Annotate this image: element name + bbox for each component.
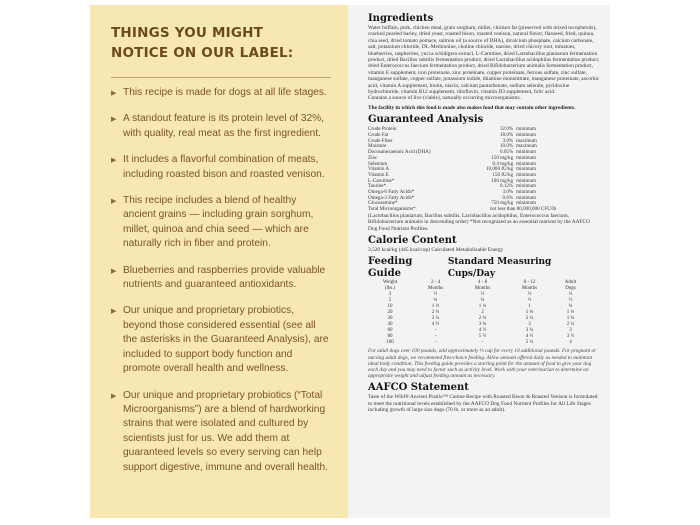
left-panel bbox=[90, 5, 348, 518]
ga-footnote: (Lactobacillus plantarum, Bacillus subtilis, Lactobacillus acidophilus, Enterococcus faecium, Bifidobacterium animalis in descending order) *Not recognized as an essential nutrient by the AAFCO Dog Food Nutrient Profiles. bbox=[368, 212, 591, 232]
feeding-header bbox=[368, 256, 600, 280]
calorie-title: Calorie Content bbox=[368, 235, 457, 247]
header-line: Months bbox=[521, 286, 538, 292]
header-line: Months bbox=[474, 286, 491, 292]
table-header-cell bbox=[459, 280, 506, 292]
aafco-title: AAFCO Statement bbox=[368, 382, 469, 394]
table-cell: 3.0% bbox=[502, 137, 514, 144]
table-cell: Vitamin A bbox=[368, 166, 390, 173]
table-cell: ¾ bbox=[480, 298, 485, 304]
table-cell: 0.6% bbox=[502, 194, 514, 201]
table-cell: minimum bbox=[516, 189, 536, 196]
header-line: (lbs.) bbox=[384, 286, 396, 292]
table-cell: minimum bbox=[516, 171, 536, 178]
table-cell: Vitamin E bbox=[368, 171, 389, 178]
contains-text: Contains a source of live (viable), naturally occurring microorganisms. bbox=[368, 95, 521, 102]
header-line: Dogs bbox=[565, 286, 576, 292]
table-cell: minimum bbox=[516, 183, 536, 190]
table-cell: 10 bbox=[387, 304, 393, 310]
table-cell: Crude Fat bbox=[368, 131, 389, 138]
header-line: Adult bbox=[564, 280, 577, 286]
table-cell: 2 ¾ bbox=[478, 316, 487, 322]
table-cell: - bbox=[481, 340, 484, 346]
table-cell: 5 ¼ bbox=[525, 340, 534, 346]
notice-text: Blueberries and raspberries provide valuable nutrients and guaranteed antioxidants. bbox=[123, 264, 326, 291]
table-cell: 100 mg/kg bbox=[491, 177, 514, 184]
notice-item bbox=[111, 112, 330, 141]
table-cell: Omega-6 Fatty Acids* bbox=[368, 189, 415, 196]
notice-text: Our unique and proprietary probiotics (“Total Microorganisms”) are a blend of hardworking strains that were isolated and cultured by scientists just for us. We add them at guaranteed levels so every serving can help support digestive, immune and overall health. bbox=[123, 389, 328, 473]
table-cell: 5 ½ bbox=[478, 334, 487, 340]
triangle-bullet-icon: ▶ bbox=[111, 116, 117, 124]
table-cell: minimum bbox=[516, 160, 536, 167]
table-cell: Moisture bbox=[368, 143, 387, 150]
table-cell: 1 ¾ bbox=[525, 310, 534, 316]
table-cell: 1 ⅓ bbox=[431, 304, 440, 310]
table-header-cell bbox=[506, 280, 553, 292]
ingredients-title: Ingredients bbox=[368, 13, 434, 24]
table-cell: minimum bbox=[516, 177, 536, 184]
table-cell: ½ bbox=[527, 298, 532, 304]
table-cell: 3 bbox=[569, 328, 572, 334]
table-header-row bbox=[368, 280, 588, 292]
notice-text: It includes a flavorful combination of meats, including roasted bison and roasted venison. bbox=[123, 154, 325, 180]
header-line: Months bbox=[427, 286, 444, 292]
table-cell: Total Microorganisms* bbox=[368, 206, 416, 213]
calorie-text: 3,520 kcal/kg (445 kcal/cup) Calculated Metabolizable Energy bbox=[368, 247, 504, 254]
title-divider bbox=[111, 77, 331, 78]
table-cell: 4 ½ bbox=[478, 328, 487, 334]
table-cell: Selenium bbox=[368, 160, 388, 167]
table-cell: minimum bbox=[516, 126, 536, 133]
notice-text: This recipe includes a blend of healthy ancient grains — including grain sorghum, millet, quinoa and chia seed — which are naturally rich in fiber and protein. bbox=[123, 195, 314, 250]
table-cell: ½ bbox=[480, 292, 485, 298]
triangle-bullet-icon: ▶ bbox=[111, 198, 117, 206]
facility-note: The facility in which this food is made also makes food that may contain other ingredients. bbox=[368, 104, 576, 111]
triangle-bullet-icon: ▶ bbox=[111, 90, 117, 97]
notice-item bbox=[111, 153, 330, 182]
table-cell: Glucosamine* bbox=[368, 200, 398, 207]
triangle-bullet-icon: ▶ bbox=[111, 392, 117, 400]
table-cell: 150 mg/kg bbox=[491, 154, 514, 161]
table-cell: 80 bbox=[387, 334, 393, 340]
table-cell: Zinc bbox=[368, 154, 378, 161]
header-line: Weight bbox=[382, 280, 398, 286]
table-cell: 1 ⅓ bbox=[566, 310, 575, 316]
feeding-note: For adult dogs over 100 pounds, add approximately ⅓ cup for every 10 additional pounds. For pregnant or nursing adult dogs, we recommend free-choice feeding. Allow amount offered daily as needed to maintain ideal body condition. This feeding guide provides a starting point for the amount of food to give your dog each day and you may need to factor such as activity level. Work with your veterinarian to determine an appropriate weight and adjust feeding amount as necessary. bbox=[368, 348, 597, 380]
table-cell: minimum bbox=[516, 154, 536, 161]
feeding-subtitle: Standard Measuring Cups/Day bbox=[447, 257, 552, 280]
table-cell: 4 ½ bbox=[525, 334, 534, 340]
table-cell: 20 bbox=[387, 310, 393, 316]
table-cell: 0.4 mg/kg bbox=[492, 160, 514, 167]
table-cell: 750 mg/kg bbox=[491, 200, 514, 207]
table-cell: 30 bbox=[387, 316, 393, 322]
header-line: 4 - 8 bbox=[477, 280, 488, 286]
page-title bbox=[111, 23, 330, 63]
header-line: 8 - 12 bbox=[523, 280, 536, 286]
table-cell: maximum bbox=[516, 137, 537, 144]
table-cell: ¾ bbox=[433, 298, 438, 304]
notice-item bbox=[111, 86, 330, 100]
table-row bbox=[368, 340, 588, 346]
guaranteed-analysis-table bbox=[368, 127, 559, 213]
notice-text: This recipe is made for dogs at all life stages. bbox=[123, 87, 327, 98]
table-cell: ¾ bbox=[568, 304, 573, 310]
table-cell: 10.0% bbox=[500, 143, 514, 150]
feeding-title: Feeding Guide bbox=[368, 256, 413, 280]
table-cell: minimum bbox=[516, 131, 536, 138]
notice-item bbox=[111, 264, 330, 293]
table-cell: 3 bbox=[528, 322, 531, 328]
feeding-table bbox=[368, 280, 588, 346]
table-cell: 0.12% bbox=[500, 183, 514, 190]
table-cell: 100 bbox=[386, 340, 394, 346]
table-cell: 1 ¾ bbox=[566, 316, 575, 322]
table-header-cell bbox=[368, 280, 412, 292]
table-cell: Omega-3 Fatty Acids* bbox=[368, 194, 415, 201]
ingredients-text: Water buffalo, pork, chicken meal, grain sorghum, millet, chicken fat (preserved with mixed tocopherols), cracked pearled barley, dried yeast, roasted bison, roasted venison, natural flavor, flaxseed, fried, quinoa, chia seed, dried tomato pomace, salmon oil (a source of DHA), dicalcium phosphate, calcium carbonate, salt, potassium chloride, DL-Methionine, choline chloride, taurine, dried chicory root, tomatoes, blueberries, raspberries, yucca schidigera extract, L-Carnitine, dried Lactobacillus plantarum fermentation product, dried Bacillus subtilis fermentation product, dried Lactobacillus acidophilus fermentation product, dried Enterococcus faecium fermentation product, dried Bifidobacterium animalis fermentation product, vitamin E supplement, iron proteinate, zinc proteinate, copper proteinate, ferrous sulfate, zinc sulfate, manganese sulfate, copper sulfate, potassium iodide, thiamine mononitrate, manganese proteinate, ascorbic acid, vitamin A supplement, biotin, niacin, calcium pantothenate, sodium selenite, pyridoxine hydrochloride, vitamin B12 supplement, riboflavin, vitamin D3 supplement, folic acid. bbox=[368, 25, 600, 96]
notice-text: Our unique and proprietary probiotics, beyond those considered essential (see all the asterisks in the Guaranteed Analysis), are included to support body function and promote overall health and wellness. bbox=[123, 305, 329, 375]
table-cell: 3 ¼ bbox=[431, 316, 440, 322]
guaranteed-analysis-title: Guaranteed Analysis bbox=[368, 114, 484, 126]
header-line: 2 - 4 bbox=[430, 280, 441, 286]
table-cell: 1 bbox=[528, 304, 531, 310]
table-cell: Taurine* bbox=[368, 183, 387, 190]
table-cell: 3 bbox=[388, 292, 392, 298]
table-header-cell bbox=[553, 280, 588, 292]
triangle-bullet-icon: ▶ bbox=[111, 308, 117, 316]
table-cell: 40 bbox=[387, 322, 393, 328]
table-cell: 0.05% bbox=[500, 149, 514, 156]
table-cell: - bbox=[434, 328, 437, 334]
table-cell: Crude Protein bbox=[368, 126, 397, 133]
table-cell: L-Carnitine* bbox=[368, 177, 395, 184]
table-cell: minimum bbox=[516, 166, 536, 173]
table-cell: 4 bbox=[569, 340, 572, 346]
table-cell: Crude Fiber bbox=[368, 137, 393, 144]
triangle-bullet-icon: ▶ bbox=[111, 157, 117, 165]
notice-text: A standout feature is its protein level of 32%, with quality, real meat as the first ingredient. bbox=[123, 113, 325, 139]
table-cell: 32.0% bbox=[500, 126, 514, 133]
table-cell: - bbox=[434, 340, 437, 346]
table-header-cell bbox=[412, 280, 459, 292]
table-cell: 10,000 IU/kg bbox=[486, 166, 514, 173]
table-cell: 5 bbox=[388, 298, 392, 304]
table-cell: 3.0% bbox=[502, 189, 514, 196]
table-cell: not less than 80,000,000 CFU/lb bbox=[490, 206, 557, 213]
aafco-text: Taste of the Wild® Ancient Prairie™ Canine Recipe with Roasted Bison & Roasted Venison is formulated to meet the nutritional levels established by the AAFCO Dog Food Nutrient Profiles for All Life Stages including growth of large size dogs (70 lb. or more as an adult). bbox=[368, 394, 598, 414]
table-cell: minimum bbox=[516, 194, 536, 201]
table-cell: ½ bbox=[568, 298, 573, 304]
table-cell: ½ bbox=[433, 292, 438, 298]
table-cell: ½ bbox=[527, 292, 532, 298]
table-cell: Docosahexaenoic Acid (DHA) bbox=[368, 149, 431, 156]
table-cell: - bbox=[434, 334, 437, 340]
table-cell: 2 bbox=[481, 310, 484, 316]
title-line-2: NOTICE ON OUR LABEL: bbox=[111, 45, 294, 61]
table-cell: 3 ¾ bbox=[525, 328, 534, 334]
notice-item bbox=[111, 304, 330, 376]
table-cell: 60 bbox=[387, 328, 393, 334]
label-panel bbox=[348, 5, 610, 518]
table-cell: 18.0% bbox=[500, 131, 514, 138]
table-cell: 2 ¼ bbox=[566, 322, 575, 328]
table-cell: minimum bbox=[516, 149, 536, 156]
table-cell: 2 ⅓ bbox=[431, 310, 440, 316]
table-cell: 150 IU/kg bbox=[492, 171, 514, 178]
table-cell: 4 ½ bbox=[431, 322, 440, 328]
triangle-bullet-icon: ▶ bbox=[111, 267, 117, 275]
table-cell: minimum bbox=[516, 200, 536, 207]
title-line-1: THINGS YOU MIGHT bbox=[111, 25, 264, 41]
table-cell: 3 ½ bbox=[566, 334, 575, 340]
table-cell: maximum bbox=[516, 143, 537, 150]
table-cell: 3 ¾ bbox=[478, 322, 487, 328]
notice-list bbox=[111, 86, 330, 475]
table-cell: 2 ¼ bbox=[525, 316, 534, 322]
notice-item bbox=[111, 389, 330, 475]
notice-item bbox=[111, 194, 330, 252]
table-cell: 1 ¼ bbox=[478, 304, 487, 310]
table-cell: ⅓ bbox=[568, 292, 573, 298]
